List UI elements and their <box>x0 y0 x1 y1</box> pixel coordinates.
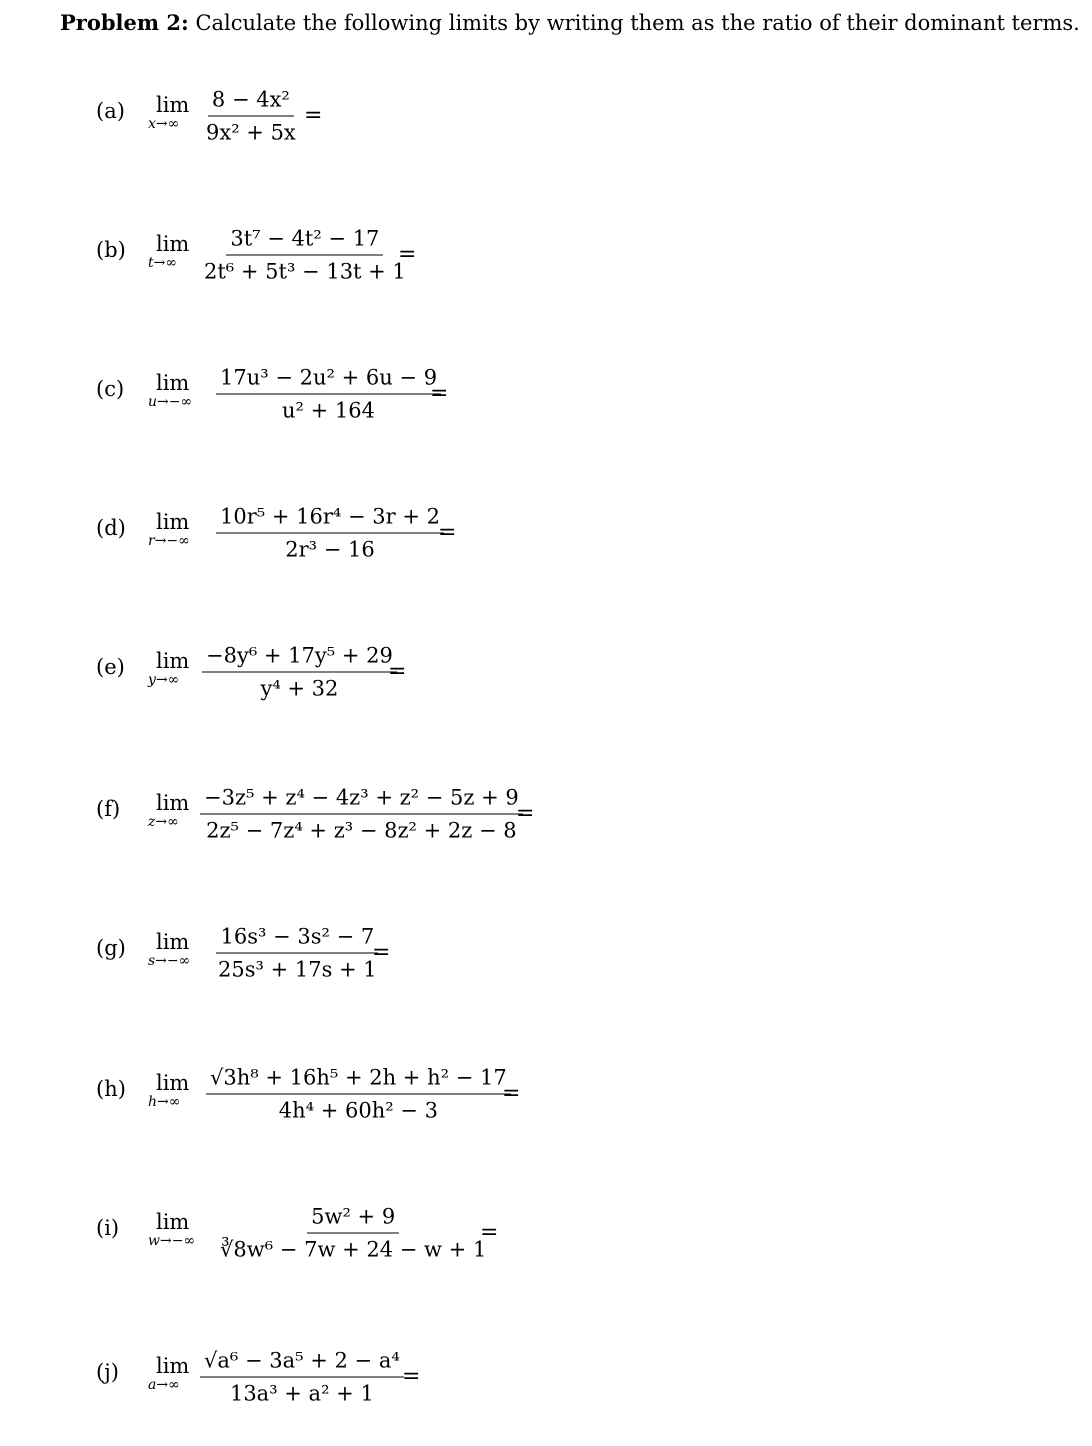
numerator: 16s³ − 3s² − 7 <box>216 924 378 954</box>
equals-sign: = <box>430 381 449 406</box>
problem-label: (j) <box>96 1360 119 1385</box>
denominator: 9x² + 5x <box>206 120 296 145</box>
denominator: 13a³ + a² + 1 <box>229 1381 374 1406</box>
problem-c <box>96 354 996 434</box>
problem-h <box>96 1054 996 1134</box>
problem-number: Problem 2: <box>60 10 189 35</box>
fraction <box>216 504 444 563</box>
limit-subscript: r→−∞ <box>148 532 190 549</box>
limit-subscript: s→−∞ <box>148 952 191 969</box>
problem-instructions: Calculate the following limits by writing them as the ratio of their dominant terms. <box>195 11 1080 35</box>
problem-i <box>96 1193 996 1273</box>
equals-sign: = <box>516 801 535 826</box>
problem-j <box>96 1337 996 1417</box>
numerator: 5w² + 9 <box>307 1204 399 1234</box>
lim-text: lim <box>156 509 190 534</box>
problem-label: (b) <box>96 238 126 263</box>
fraction <box>216 365 441 424</box>
fraction <box>214 924 381 983</box>
problem-d <box>96 493 996 573</box>
problem-label: (e) <box>96 655 125 680</box>
equals-sign: = <box>438 520 457 545</box>
equals-sign: = <box>304 103 323 128</box>
limit-subscript: h→∞ <box>148 1093 181 1110</box>
problem-g <box>96 913 996 993</box>
fraction <box>206 1065 511 1124</box>
limit-subscript: u→−∞ <box>148 393 193 410</box>
problem-label: (c) <box>96 377 125 402</box>
lim-text: lim <box>156 648 190 673</box>
fraction <box>200 785 523 844</box>
limit-subscript: a→∞ <box>148 1376 180 1393</box>
fraction <box>216 1204 490 1263</box>
equals-sign: = <box>388 659 407 684</box>
denominator: 2r³ − 16 <box>285 537 375 562</box>
denominator: ∛8w⁶ − 7w + 24 − w + 1 <box>220 1237 487 1262</box>
numerator: √3h⁸ + 16h⁵ + 2h + h² − 17 <box>206 1065 511 1095</box>
denominator: u² + 164 <box>282 398 376 423</box>
numerator: √a⁶ − 3a⁵ + 2 − a⁴ <box>200 1348 404 1378</box>
problem-b <box>96 215 996 295</box>
denominator: 25s³ + 17s + 1 <box>218 957 377 982</box>
equals-sign: = <box>480 1220 499 1245</box>
problem-a <box>96 76 996 156</box>
limit-subscript: t→∞ <box>148 254 178 271</box>
equals-sign: = <box>398 242 417 267</box>
limit-operator <box>148 372 218 410</box>
limit-subscript: w→−∞ <box>148 1232 196 1249</box>
denominator: 2t⁶ + 5t³ − 13t + 1 <box>204 259 406 284</box>
problem-e <box>96 632 996 712</box>
problem-label: (a) <box>96 99 125 124</box>
problem-label: (d) <box>96 516 126 541</box>
limit-subscript: y→∞ <box>148 671 180 688</box>
limit-operator <box>148 931 218 969</box>
lim-text: lim <box>156 92 190 117</box>
fraction <box>200 226 410 285</box>
numerator: 3t⁷ − 4t² − 17 <box>226 226 383 256</box>
numerator: −8y⁶ + 17y⁵ + 29 <box>202 643 397 673</box>
fraction <box>200 1348 404 1407</box>
lim-text: lim <box>156 231 190 256</box>
limit-subscript: x→∞ <box>148 115 180 132</box>
lim-text: lim <box>156 1209 190 1234</box>
lim-text: lim <box>156 790 190 815</box>
limit-subscript: z→∞ <box>148 813 179 830</box>
limit-operator <box>148 1211 218 1249</box>
equals-sign: = <box>502 1081 521 1106</box>
denominator: y⁴ + 32 <box>260 676 339 701</box>
numerator: 8 − 4x² <box>208 87 294 117</box>
problem-f <box>96 774 996 854</box>
problem-label: (i) <box>96 1216 120 1241</box>
fraction <box>202 643 397 702</box>
lim-text: lim <box>156 370 190 395</box>
limit-operator <box>148 511 218 549</box>
equals-sign: = <box>402 1364 421 1389</box>
denominator: 4h⁴ + 60h² − 3 <box>278 1098 438 1123</box>
numerator: 17u³ − 2u² + 6u − 9 <box>216 365 441 395</box>
problem-heading <box>60 10 1080 35</box>
problem-label: (h) <box>96 1077 126 1102</box>
numerator: −3z⁵ + z⁴ − 4z³ + z² − 5z + 9 <box>200 785 523 815</box>
lim-text: lim <box>156 1353 190 1378</box>
fraction <box>202 87 300 146</box>
numerator: 10r⁵ + 16r⁴ − 3r + 2 <box>216 504 444 534</box>
problem-label: (f) <box>96 797 121 822</box>
lim-text: lim <box>156 1070 190 1095</box>
problem-label: (g) <box>96 936 126 961</box>
lim-text: lim <box>156 929 190 954</box>
equals-sign: = <box>372 940 391 965</box>
denominator: 2z⁵ − 7z⁴ + z³ − 8z² + 2z − 8 <box>206 818 517 843</box>
